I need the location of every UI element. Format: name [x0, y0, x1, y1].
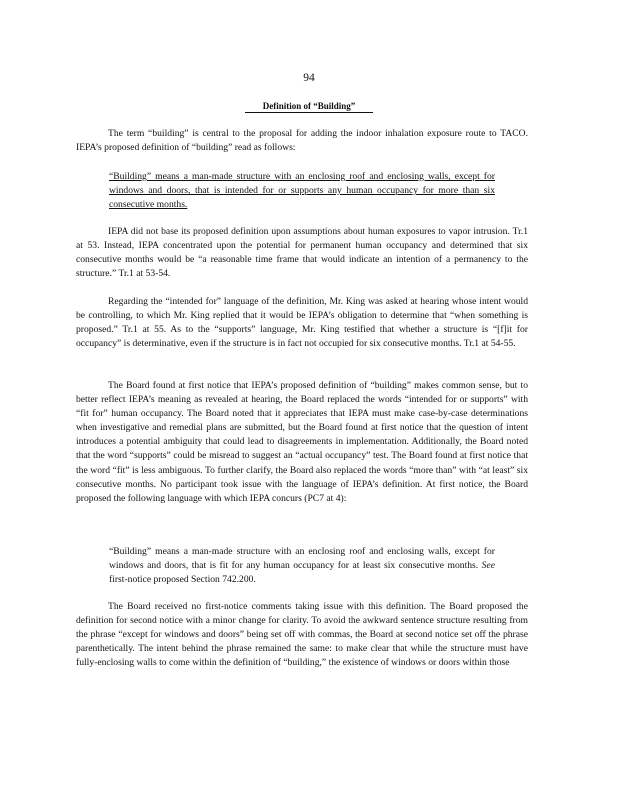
quoted-definition-revised [109, 545, 495, 587]
paragraph-intended-for: Regarding the “intended for” language of the definition, Mr. King was asked at hearing whose intent would be controlling, to which Mr. King replied that it would be IEPA’s obligation to determine that “when something is proposed.” Tr.1 at 55. As to the “supports” language, Mr. King testified that whether a structure is “[f]it for occupancy” is determinative, even if the structure is in fact not occupied for six consecutive months. Tr.1 at 54-55. [76, 296, 528, 350]
page-number: 94 [303, 72, 315, 84]
quoted-definition-text: “Building” means a man-made structure with an enclosing roof and enclosing walls, except for windows and doors, that is fit for any human occupancy for at least six consecutive months. [109, 546, 495, 572]
section-heading: Definition of “Building” [245, 101, 373, 113]
paragraph-iepa-basis: IEPA did not base its proposed definition upon assumptions about human exposures to vapor intrusion. Tr.1 at 53. Instead, IEPA concentrated upon the potential for permanent human occupancy and determined that six consecutive months would be “a reasonable time frame that would indicate an intention of a permanency to the structure.” Tr.1 at 53-54. [76, 226, 528, 280]
paragraph-first-notice: The Board found at first notice that IEPA’s proposed definition of “building” makes common sense, but to better reflect IEPA’s meaning as revealed at hearing, the Board replaced the words “intended for or supports” with “fit for” human occupancy. The Board noted that it appreciates that IEPA must make case-by-case determinations when investigative and remedial plans are submitted, but the Board found at first notice that the question of intent introduces a potential ambiguity that could lead to disagreements in implementation. Additionally, the Board noted that the word “supports” could be misread to suggest an “actual occupancy” test. The Board found at first notice that the word “fit” is less ambiguous. To further clarify, the Board also replaced the words “more than” with “at least” six consecutive months. No participant took issue with the language of IEPA’s definition. At first notice, the Board proposed the following language with which IEPA concurs (PC7 at 4): [76, 380, 528, 504]
see-signal: See [481, 560, 495, 572]
quoted-definition-original: “Building” means a man-made structure with an enclosing roof and enclosing walls, except for windows and doors, that is intended for or supports any human occupancy for more than six consecutive months. [109, 171, 495, 211]
paragraph-intro: The term “building” is central to the proposal for adding the indoor inhalation exposure route to TACO. IEPA’s proposed definition of “building” read as follows: [76, 128, 528, 154]
paragraph-second-notice: The Board received no first-notice comments taking issue with this definition. The Board proposed the definition for second notice with a minor change for clarity. To avoid the awkward sentence structure resulting from the phrase “except for windows and doors” being set off with commas, the Board at second notice set off the phrase parenthetically. The intent behind the phrase remained the same: to make clear that while the structure must have fully-enclosing walls to come within the definition of “building,” the existence of windows or doors within those [76, 601, 528, 669]
quoted-definition-citation: first-notice proposed Section 742.200. [109, 574, 256, 586]
